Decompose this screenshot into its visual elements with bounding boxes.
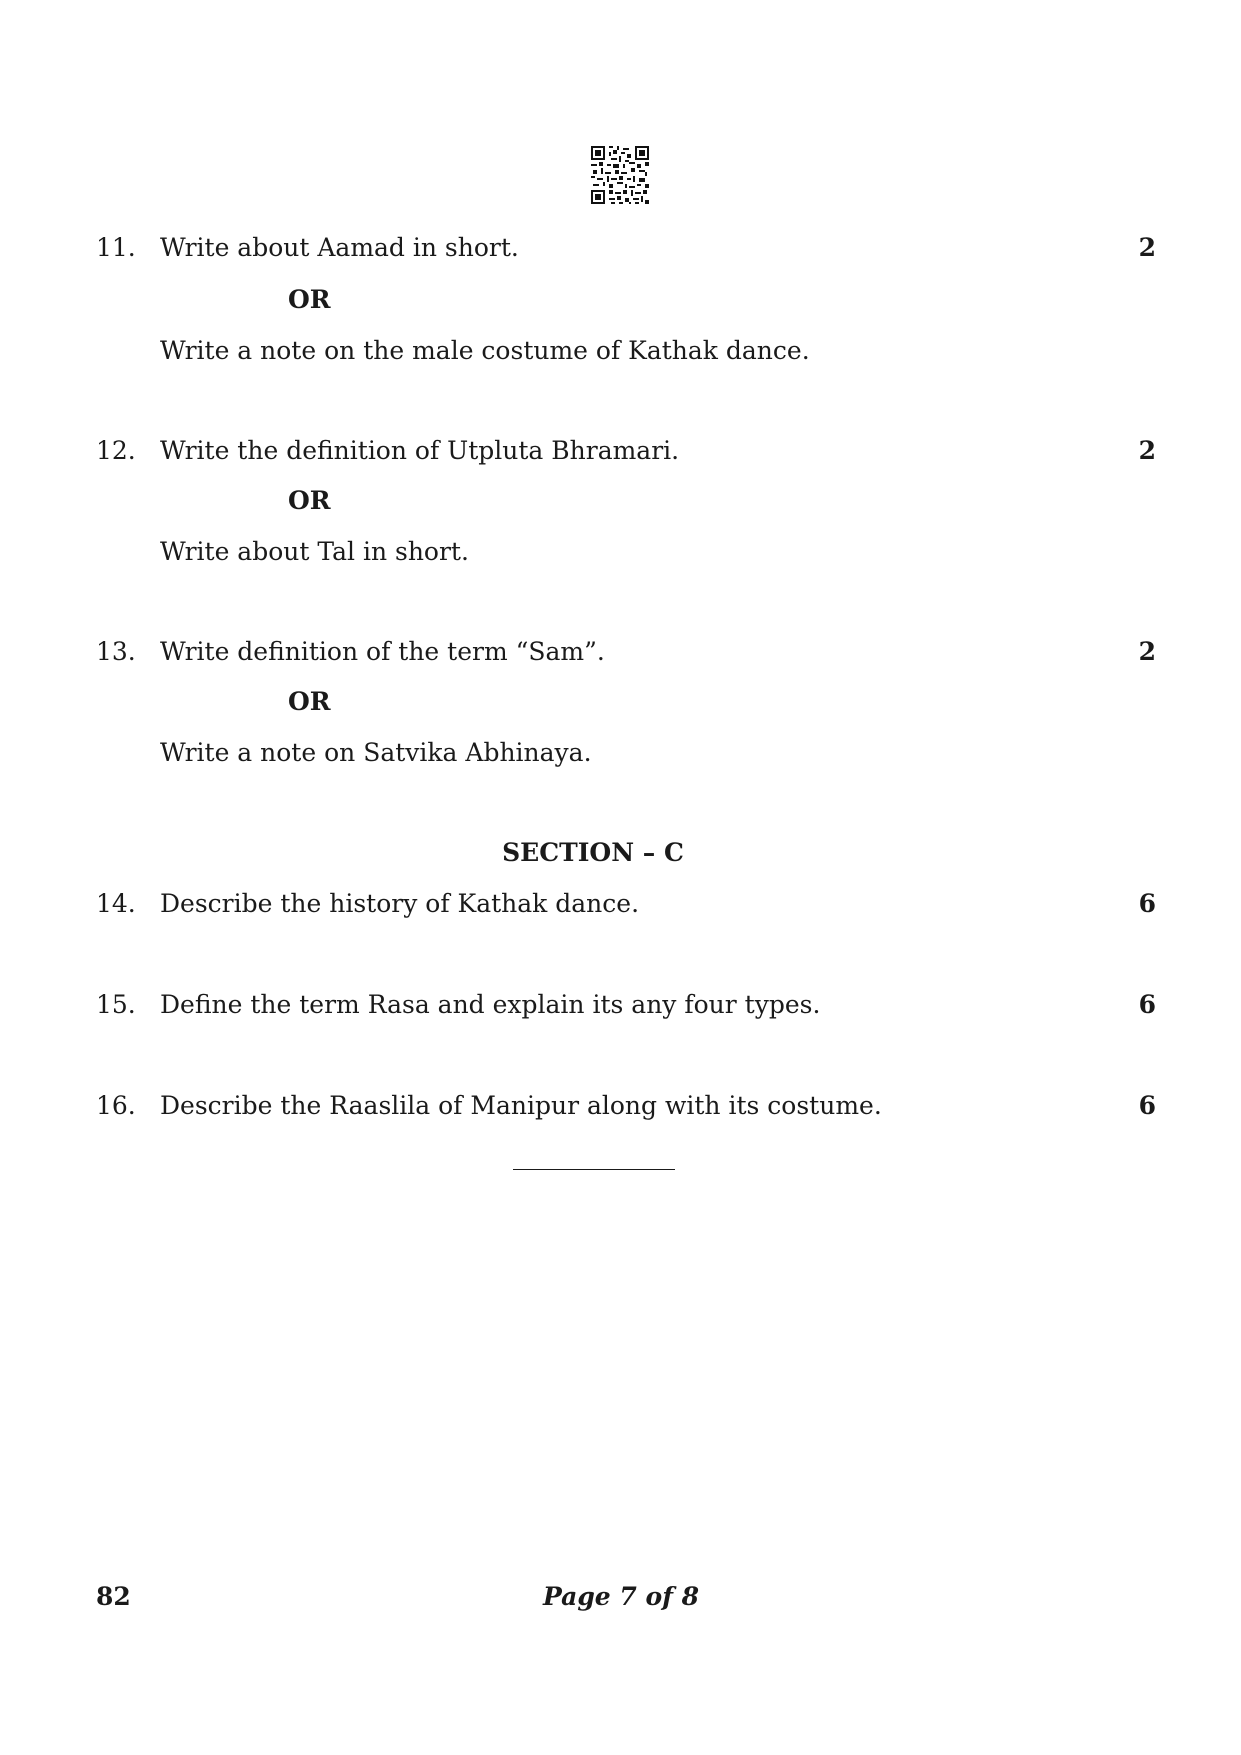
or-label: OR <box>288 486 331 515</box>
question-text: Define the term Rasa and explain its any four types. <box>160 990 821 1019</box>
question-text: Write the definition of Utpluta Bhramari. <box>160 436 680 465</box>
question-16 <box>96 1086 1156 1126</box>
question-text: Write definition of the term “Sam”. <box>160 637 605 666</box>
question-text: Describe the Raaslila of Manipur along with its costume. <box>160 1091 882 1120</box>
question-number: 14. <box>96 889 136 918</box>
question-marks: 2 <box>1138 436 1156 465</box>
alternative-question-text: Write about Tal in short. <box>160 537 469 566</box>
alternative-question-text: Write a note on the male costume of Kathak dance. <box>160 336 810 365</box>
alternative-question-text: Write a note on Satvika Abhinaya. <box>160 738 592 767</box>
question-text: Write about Aamad in short. <box>160 233 519 262</box>
question-marks: 6 <box>1138 889 1156 918</box>
section-heading: SECTION – C <box>502 838 684 867</box>
paper-code: 82 <box>96 1582 131 1611</box>
or-label: OR <box>288 285 331 314</box>
question-marks: 2 <box>1138 637 1156 666</box>
question-marks: 6 <box>1138 1091 1156 1120</box>
question-marks: 2 <box>1138 233 1156 262</box>
question-number: 12. <box>96 436 136 465</box>
or-label: OR <box>288 687 331 716</box>
question-11 <box>96 228 1156 268</box>
question-number: 15. <box>96 990 136 1019</box>
question-15 <box>96 985 1156 1025</box>
end-divider <box>513 1169 675 1170</box>
qr-code-icon <box>591 146 649 204</box>
question-14 <box>96 884 1156 924</box>
question-number: 13. <box>96 637 136 666</box>
question-number: 11. <box>96 233 136 262</box>
question-number: 16. <box>96 1091 136 1120</box>
question-marks: 6 <box>1138 990 1156 1019</box>
question-text: Describe the history of Kathak dance. <box>160 889 640 918</box>
page-number: Page 7 of 8 <box>543 1582 700 1611</box>
question-12 <box>96 431 1156 471</box>
question-13 <box>96 632 1156 672</box>
